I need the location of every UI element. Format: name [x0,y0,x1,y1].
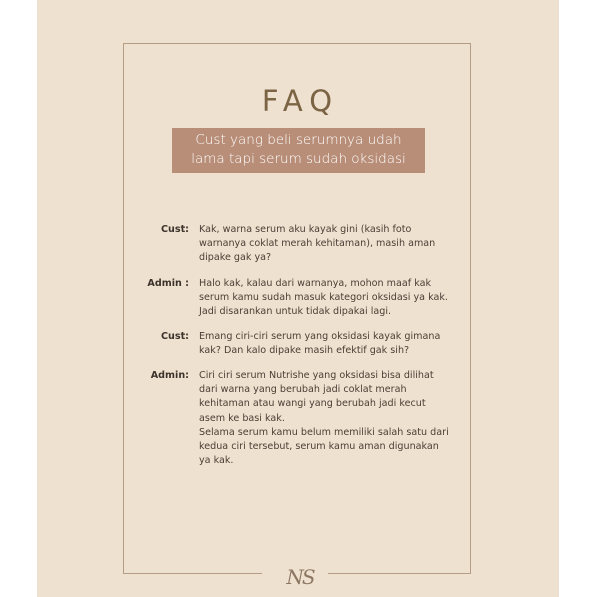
message-line: dari warna yang berubah jadi coklat merah [199,384,407,396]
message-line: serum kamu sudah masuk kategori oksidasi ya kak. [199,292,448,304]
subtitle-banner [172,128,425,173]
message-text [199,223,461,266]
speaker-label: Cust: [160,331,189,342]
message-line: Ciri ciri serum Nutrishe yang oksidasi bisa dilihat [199,370,434,381]
subtitle-line-2: lama tapi serum sudah oksidasi [191,151,406,167]
subtitle-line-1: Cust yang beli serumnya udah [195,132,402,148]
message-line: kak? Dan kalo dipake masih efektif gak sih? [199,345,410,357]
message-line: Emang ciri-ciri serum yang oksidasi kayak gimana [199,331,441,342]
speaker-label: Admin: [150,370,189,381]
message-line: ya kak. [199,455,234,467]
message-line: Selama serum kamu belum memiliki salah satu dari [199,426,449,438]
page-title: FAQ [261,84,340,118]
message-text [199,369,461,468]
message-line: kehitaman atau wangi yang berubah jadi kecut [199,398,426,410]
message-line: warnanya coklat merah kehitaman), masih aman [199,238,436,250]
speaker-label: Admin : [147,278,189,289]
brand-logo-icon: NS [286,565,314,589]
message-line: Halo kak, kalau dari warnanya, mohon maaf kak [199,278,432,289]
message-line: Jadi disarankan untuk tidak dipakai lagi. [199,306,392,318]
message-line: kedua ciri tersebut, serum kamu aman digunakan [199,441,439,453]
message-text [199,277,461,320]
message-text [199,330,461,358]
message-line: asem ke basi kak. [199,412,285,424]
speaker-label: Cust: [160,224,189,235]
message-line: Kak, warna serum aku kayak gini (kasih foto [199,224,412,235]
message-line: dipake gak ya? [199,252,272,264]
